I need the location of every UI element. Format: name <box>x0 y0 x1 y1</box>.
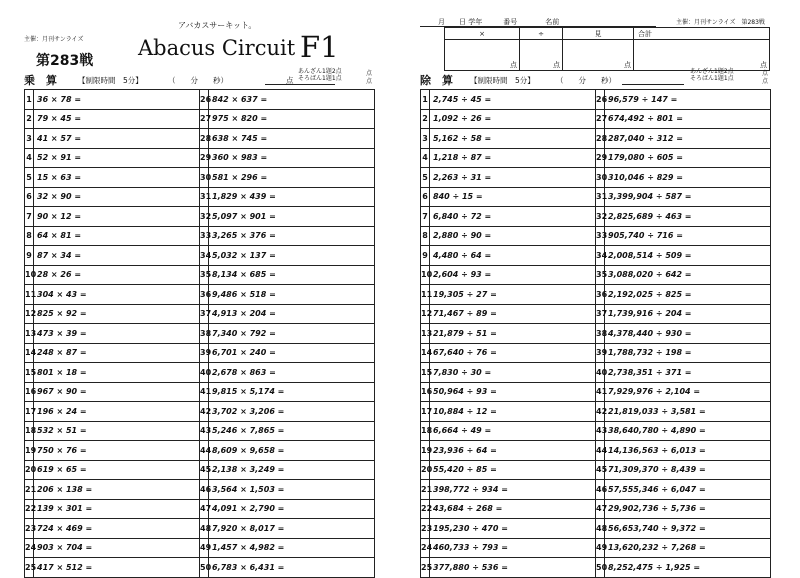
problem-expression[interactable]: 825 × 92 = <box>34 304 200 324</box>
problem-expression[interactable]: 28 × 26 = <box>34 265 200 285</box>
problem-number: 9 <box>25 246 34 266</box>
table-row <box>25 558 375 578</box>
table-row <box>421 90 771 110</box>
problem-number: 10 <box>25 265 34 285</box>
table-row <box>421 168 771 188</box>
problem-number: 18 <box>421 421 430 441</box>
table-row <box>25 480 375 500</box>
problem-expression[interactable]: 842 × 637 = <box>209 90 375 110</box>
problem-expression[interactable]: 8,609 × 9,658 = <box>209 441 375 461</box>
problem-number: 43 <box>596 421 605 441</box>
table-row <box>421 480 771 500</box>
problem-expression[interactable]: 87 × 34 = <box>34 246 200 266</box>
problem-number: 44 <box>200 441 209 461</box>
problem-number: 5 <box>421 168 430 188</box>
problem-number: 12 <box>25 304 34 324</box>
header-fields: 月 日 学年 番号 名前 <box>438 18 560 26</box>
table-row <box>25 538 375 558</box>
problem-expression[interactable]: 619 × 65 = <box>34 460 200 480</box>
problem-expression[interactable]: 7,929,976 ÷ 2,104 = <box>605 382 771 402</box>
table-row <box>25 129 375 149</box>
problem-expression[interactable]: 4,091 × 2,790 = <box>209 499 375 519</box>
table-row <box>25 109 375 129</box>
problem-expression[interactable]: 750 × 76 = <box>34 441 200 461</box>
problem-number: 49 <box>200 538 209 558</box>
problem-number: 50 <box>596 558 605 578</box>
table-row <box>421 324 771 344</box>
table-row <box>25 421 375 441</box>
problem-expression[interactable]: 8,252,475 ÷ 1,925 = <box>605 558 771 578</box>
points-unit: 点 <box>286 76 294 85</box>
problem-number: 12 <box>421 304 430 324</box>
problem-number: 22 <box>25 499 34 519</box>
problem-expression[interactable]: 1,829 × 439 = <box>209 187 375 207</box>
problem-number: 35 <box>596 265 605 285</box>
problem-expression[interactable]: 967 × 90 = <box>34 382 200 402</box>
table-row <box>421 265 771 285</box>
problem-number: 23 <box>25 519 34 539</box>
problem-expression[interactable]: 4,378,440 ÷ 930 = <box>605 324 771 344</box>
problem-expression[interactable]: 195,230 ÷ 470 = <box>430 519 596 539</box>
problem-number: 4 <box>25 148 34 168</box>
problem-expression[interactable]: 179,080 ÷ 605 = <box>605 148 771 168</box>
problem-number: 24 <box>421 538 430 558</box>
time-fields: （ 分 秒） <box>168 76 228 85</box>
problem-number: 26 <box>596 90 605 110</box>
problem-expression[interactable]: 3,399,904 ÷ 587 = <box>605 187 771 207</box>
score-summary-box <box>444 27 770 71</box>
problem-expression[interactable]: 975 × 820 = <box>209 109 375 129</box>
problem-expression[interactable]: 287,040 ÷ 312 = <box>605 129 771 149</box>
problem-number: 28 <box>596 129 605 149</box>
problem-expression[interactable]: 4,480 ÷ 64 = <box>430 246 596 266</box>
problem-number: 23 <box>421 519 430 539</box>
problem-expression[interactable]: 79 × 45 = <box>34 109 200 129</box>
problem-expression[interactable]: 8,134 × 685 = <box>209 265 375 285</box>
problem-expression[interactable]: 473 × 39 = <box>34 324 200 344</box>
problem-number: 24 <box>25 538 34 558</box>
problem-number: 37 <box>200 304 209 324</box>
problem-number: 45 <box>200 460 209 480</box>
problem-number: 22 <box>421 499 430 519</box>
problem-expression[interactable]: 71,309,370 ÷ 8,439 = <box>605 460 771 480</box>
problem-number: 21 <box>25 480 34 500</box>
table-row <box>25 90 375 110</box>
problem-expression[interactable]: 7,340 × 792 = <box>209 324 375 344</box>
problem-expression[interactable]: 56,653,740 ÷ 9,372 = <box>605 519 771 539</box>
table-row <box>421 441 771 461</box>
problem-number: 33 <box>200 226 209 246</box>
points-soroban-right: 点 <box>762 78 769 85</box>
problem-number: 17 <box>25 402 34 422</box>
problem-number: 15 <box>421 363 430 383</box>
problem-expression[interactable]: 5,097 × 901 = <box>209 207 375 227</box>
table-row <box>25 382 375 402</box>
problem-number: 4 <box>421 148 430 168</box>
problem-expression[interactable]: 2,008,514 ÷ 509 = <box>605 246 771 266</box>
problem-expression[interactable]: 43,684 ÷ 268 = <box>430 499 596 519</box>
problem-expression[interactable]: 2,880 ÷ 90 = <box>430 226 596 246</box>
problem-number: 8 <box>25 226 34 246</box>
problem-number: 34 <box>596 246 605 266</box>
score-underline <box>265 84 335 85</box>
problem-expression[interactable]: 2,825,689 ÷ 463 = <box>605 207 771 227</box>
problem-expression[interactable]: 90 × 12 = <box>34 207 200 227</box>
problem-number: 27 <box>596 109 605 129</box>
problem-expression[interactable]: 417 × 512 = <box>34 558 200 578</box>
score-header-mul: × <box>445 28 520 40</box>
problem-number: 43 <box>200 421 209 441</box>
problem-number: 50 <box>200 558 209 578</box>
problem-number: 40 <box>200 363 209 383</box>
table-row <box>421 460 771 480</box>
problem-expression[interactable]: 139 × 301 = <box>34 499 200 519</box>
problem-number: 3 <box>421 129 430 149</box>
problem-number: 36 <box>200 285 209 305</box>
problem-expression[interactable]: 23,936 ÷ 64 = <box>430 441 596 461</box>
problem-expression[interactable]: 1,457 × 4,982 = <box>209 538 375 558</box>
problem-number: 14 <box>25 343 34 363</box>
problem-expression[interactable]: 304 × 43 = <box>34 285 200 305</box>
problem-number: 32 <box>200 207 209 227</box>
section-label-multiply: 乗 算 <box>24 74 57 87</box>
score-unit: 点 <box>760 61 767 69</box>
division-table <box>420 89 771 578</box>
problem-expression[interactable]: 638 × 745 = <box>209 129 375 149</box>
table-row <box>25 246 375 266</box>
problem-number: 20 <box>25 460 34 480</box>
table-row <box>421 519 771 539</box>
problem-number: 49 <box>596 538 605 558</box>
problem-expression[interactable]: 55,420 ÷ 85 = <box>430 460 596 480</box>
problem-number: 30 <box>596 168 605 188</box>
problem-number: 16 <box>25 382 34 402</box>
problem-expression[interactable]: 5,032 × 137 = <box>209 246 375 266</box>
problem-expression[interactable]: 7,920 × 8,017 = <box>209 519 375 539</box>
problem-expression[interactable]: 840 ÷ 15 = <box>430 187 596 207</box>
problem-number: 3 <box>25 129 34 149</box>
table-row <box>421 538 771 558</box>
problem-expression[interactable]: 724 × 469 = <box>34 519 200 539</box>
table-row <box>25 168 375 188</box>
problem-expression[interactable]: 196 × 24 = <box>34 402 200 422</box>
problem-expression[interactable]: 2,138 × 3,249 = <box>209 460 375 480</box>
problem-expression[interactable]: 377,880 ÷ 536 = <box>430 558 596 578</box>
problem-number: 35 <box>200 265 209 285</box>
time-limit: 【制限時間 5分】 <box>78 76 143 85</box>
score-unit: 点 <box>624 61 631 69</box>
table-row <box>25 363 375 383</box>
problem-number: 29 <box>200 148 209 168</box>
problem-number: 39 <box>200 343 209 363</box>
table-row <box>421 246 771 266</box>
problem-expression[interactable]: 9,815 × 5,174 = <box>209 382 375 402</box>
problem-number: 28 <box>200 129 209 149</box>
problem-expression[interactable]: 206 × 138 = <box>34 480 200 500</box>
score-cell-div[interactable] <box>520 40 563 71</box>
grade-title: F1 <box>300 30 339 64</box>
problem-expression[interactable]: 3,702 × 3,206 = <box>209 402 375 422</box>
table-row <box>421 109 771 129</box>
problem-expression[interactable]: 674,492 ÷ 801 = <box>605 109 771 129</box>
problem-number: 17 <box>421 402 430 422</box>
multiplication-table <box>24 89 375 578</box>
table-row <box>421 402 771 422</box>
table-row <box>421 304 771 324</box>
problem-expression[interactable]: 57,555,346 ÷ 6,047 = <box>605 480 771 500</box>
problem-expression[interactable]: 248 × 87 = <box>34 343 200 363</box>
problem-number: 48 <box>596 519 605 539</box>
organizer-label: 主催：月刊サンライズ <box>24 36 84 43</box>
problem-number: 14 <box>421 343 430 363</box>
problem-expression[interactable]: 905,740 ÷ 716 = <box>605 226 771 246</box>
problem-number: 37 <box>596 304 605 324</box>
points-anzan: 点 <box>366 70 373 77</box>
problem-number: 42 <box>596 402 605 422</box>
problem-expression[interactable]: 903 × 704 = <box>34 538 200 558</box>
problem-expression[interactable]: 6,664 ÷ 49 = <box>430 421 596 441</box>
table-row <box>421 558 771 578</box>
problem-expression[interactable]: 13,620,232 ÷ 7,268 = <box>605 538 771 558</box>
problem-number: 6 <box>25 187 34 207</box>
problem-expression[interactable]: 71,467 ÷ 89 = <box>430 304 596 324</box>
time-limit-right: 【制限時間 5分】 <box>470 76 535 85</box>
section-label-divide: 除 算 <box>420 74 453 87</box>
problem-number: 9 <box>421 246 430 266</box>
points-soroban: 点 <box>366 78 373 85</box>
problem-number: 38 <box>200 324 209 344</box>
problem-expression[interactable]: 9,486 × 518 = <box>209 285 375 305</box>
table-row <box>421 363 771 383</box>
problem-number: 38 <box>596 324 605 344</box>
problem-expression[interactable]: 398,772 ÷ 934 = <box>430 480 596 500</box>
problem-number: 20 <box>421 460 430 480</box>
problem-expression[interactable]: 38,640,780 ÷ 4,890 = <box>605 421 771 441</box>
problem-expression[interactable]: 2,738,351 ÷ 371 = <box>605 363 771 383</box>
problem-expression[interactable]: 7,830 ÷ 30 = <box>430 363 596 383</box>
table-row <box>421 382 771 402</box>
problem-expression[interactable]: 6,840 ÷ 72 = <box>430 207 596 227</box>
subtitle: アバカスサーキット。 <box>178 21 257 30</box>
table-row <box>25 343 375 363</box>
problem-expression[interactable]: 2,263 ÷ 31 = <box>430 168 596 188</box>
page-title: Abacus Circuit <box>138 36 296 60</box>
problem-number: 41 <box>596 382 605 402</box>
problem-number: 11 <box>25 285 34 305</box>
table-row <box>25 460 375 480</box>
problem-expression[interactable]: 1,218 ÷ 87 = <box>430 148 596 168</box>
table-row <box>421 148 771 168</box>
problem-number: 6 <box>421 187 430 207</box>
table-row <box>25 402 375 422</box>
problem-expression[interactable]: 1,739,916 ÷ 204 = <box>605 304 771 324</box>
table-row <box>421 285 771 305</box>
problem-number: 19 <box>25 441 34 461</box>
problem-number: 42 <box>200 402 209 422</box>
table-row <box>421 343 771 363</box>
problem-expression[interactable]: 36 × 78 = <box>34 90 200 110</box>
problem-number: 1 <box>421 90 430 110</box>
problem-number: 47 <box>200 499 209 519</box>
problem-number: 45 <box>596 460 605 480</box>
problem-expression[interactable]: 50,964 ÷ 93 = <box>430 382 596 402</box>
problem-number: 1 <box>25 90 34 110</box>
problem-expression[interactable]: 310,046 ÷ 829 = <box>605 168 771 188</box>
table-row <box>421 421 771 441</box>
score-unit: 点 <box>510 61 517 69</box>
problem-expression[interactable]: 3,564 × 1,503 = <box>209 480 375 500</box>
problem-number: 32 <box>596 207 605 227</box>
table-row <box>421 129 771 149</box>
problem-number: 31 <box>200 187 209 207</box>
problem-expression[interactable]: 14,136,563 ÷ 6,013 = <box>605 441 771 461</box>
points-anzan-right: 点 <box>762 70 769 77</box>
problem-number: 46 <box>200 480 209 500</box>
problem-expression[interactable]: 19,305 ÷ 27 = <box>430 285 596 305</box>
problem-expression[interactable]: 21,819,033 ÷ 3,581 = <box>605 402 771 422</box>
score-header-mitori: 見 <box>563 28 634 40</box>
problem-expression[interactable]: 32 × 90 = <box>34 187 200 207</box>
problem-expression[interactable]: 2,192,025 ÷ 825 = <box>605 285 771 305</box>
problem-expression[interactable]: 2,604 ÷ 93 = <box>430 265 596 285</box>
score-cell-mul[interactable] <box>445 40 520 71</box>
problem-expression[interactable]: 64 × 81 = <box>34 226 200 246</box>
problem-expression[interactable]: 460,733 ÷ 793 = <box>430 538 596 558</box>
problem-number: 41 <box>200 382 209 402</box>
problem-number: 18 <box>25 421 34 441</box>
problem-expression[interactable]: 3,088,020 ÷ 642 = <box>605 265 771 285</box>
problem-number: 13 <box>421 324 430 344</box>
problem-expression[interactable]: 360 × 983 = <box>209 148 375 168</box>
problem-number: 2 <box>421 109 430 129</box>
score-cell-mitori[interactable] <box>563 40 634 71</box>
problem-expression[interactable]: 6,701 × 240 = <box>209 343 375 363</box>
problem-expression[interactable]: 96,579 ÷ 147 = <box>605 90 771 110</box>
problem-number: 10 <box>421 265 430 285</box>
problem-number: 15 <box>25 363 34 383</box>
problem-number: 31 <box>596 187 605 207</box>
table-row <box>25 499 375 519</box>
table-row <box>25 226 375 246</box>
problem-expression[interactable]: 801 × 18 = <box>34 363 200 383</box>
table-row <box>421 226 771 246</box>
problem-number: 25 <box>421 558 430 578</box>
problem-number: 26 <box>200 90 209 110</box>
table-row <box>25 519 375 539</box>
problem-number: 29 <box>596 148 605 168</box>
table-row <box>421 187 771 207</box>
table-row <box>421 499 771 519</box>
problem-expression[interactable]: 5,246 × 7,865 = <box>209 421 375 441</box>
problem-number: 2 <box>25 109 34 129</box>
problem-number: 39 <box>596 343 605 363</box>
problem-expression[interactable]: 2,678 × 863 = <box>209 363 375 383</box>
points-note: あんざん1題2点 そろばん1題1点 <box>298 68 342 82</box>
problem-number: 33 <box>596 226 605 246</box>
problem-expression[interactable]: 15 × 63 = <box>34 168 200 188</box>
problem-expression[interactable]: 581 × 296 = <box>209 168 375 188</box>
problem-number: 44 <box>596 441 605 461</box>
problem-number: 7 <box>25 207 34 227</box>
problem-number: 5 <box>25 168 34 188</box>
problem-expression[interactable]: 4,913 × 204 = <box>209 304 375 324</box>
problem-expression[interactable]: 21,879 ÷ 51 = <box>430 324 596 344</box>
problem-number: 34 <box>200 246 209 266</box>
problem-number: 30 <box>200 168 209 188</box>
score-cell-total[interactable] <box>634 40 770 71</box>
table-row <box>25 207 375 227</box>
problem-expression[interactable]: 2,745 ÷ 45 = <box>430 90 596 110</box>
problem-expression[interactable]: 67,640 ÷ 76 = <box>430 343 596 363</box>
score-header-total: 合計 <box>634 28 770 40</box>
problem-expression[interactable]: 41 × 57 = <box>34 129 200 149</box>
problem-expression[interactable]: 5,162 ÷ 58 = <box>430 129 596 149</box>
problem-expression[interactable]: 10,884 ÷ 12 = <box>430 402 596 422</box>
problem-expression[interactable]: 52 × 91 = <box>34 148 200 168</box>
problem-number: 8 <box>421 226 430 246</box>
problem-number: 19 <box>421 441 430 461</box>
score-unit: 点 <box>553 61 560 69</box>
table-row <box>25 187 375 207</box>
problem-number: 11 <box>421 285 430 305</box>
problem-expression[interactable]: 532 × 51 = <box>34 421 200 441</box>
problem-number: 40 <box>596 363 605 383</box>
problem-number: 47 <box>596 499 605 519</box>
problem-expression[interactable]: 29,902,736 ÷ 5,736 = <box>605 499 771 519</box>
problem-number: 25 <box>25 558 34 578</box>
problem-number: 48 <box>200 519 209 539</box>
problem-expression[interactable]: 1,788,732 ÷ 198 = <box>605 343 771 363</box>
problem-number: 16 <box>421 382 430 402</box>
problem-expression[interactable]: 6,783 × 6,431 = <box>209 558 375 578</box>
table-row <box>25 148 375 168</box>
table-row <box>25 304 375 324</box>
problem-number: 36 <box>596 285 605 305</box>
problem-number: 21 <box>421 480 430 500</box>
table-row <box>25 285 375 305</box>
problem-expression[interactable]: 3,265 × 376 = <box>209 226 375 246</box>
time-fields-right: （ 分 秒） <box>556 76 616 85</box>
table-row <box>25 441 375 461</box>
problem-number: 46 <box>596 480 605 500</box>
points-note-right: あんざん1題2点 そろばん1題1点 <box>690 68 734 82</box>
round-label: 第283戦 <box>36 53 94 69</box>
problem-number: 7 <box>421 207 430 227</box>
table-row <box>25 265 375 285</box>
problem-expression[interactable]: 1,092 ÷ 26 = <box>430 109 596 129</box>
organizer-label-right: 主催：月刊サンライズ 第283戦 <box>676 19 765 26</box>
problem-number: 13 <box>25 324 34 344</box>
score-header-div: ÷ <box>520 28 563 40</box>
problem-number: 27 <box>200 109 209 129</box>
table-row <box>25 324 375 344</box>
table-row <box>421 207 771 227</box>
score-underline-right <box>622 84 684 85</box>
